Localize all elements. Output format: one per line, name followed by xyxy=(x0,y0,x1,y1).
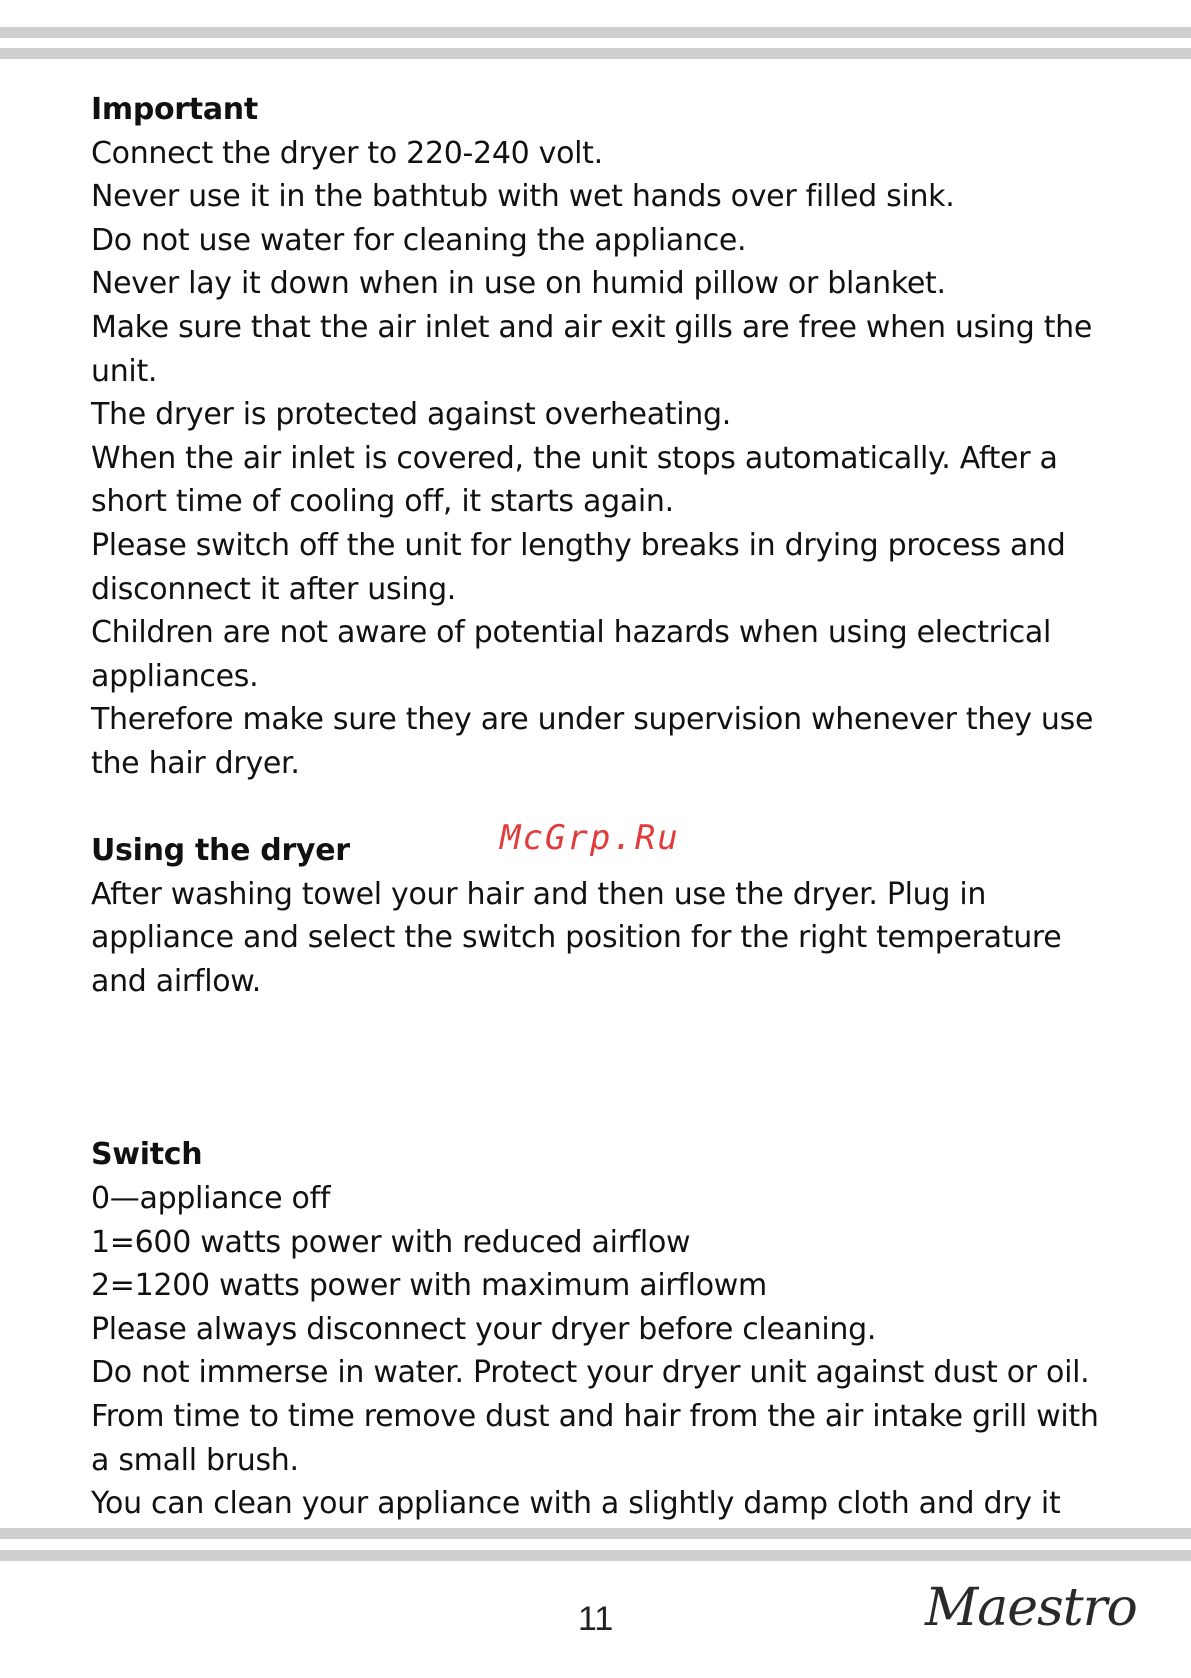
important-line: Therefore make sure they are under supervision whenever they use the hair dryer. xyxy=(91,702,1094,781)
page-number: 11 xyxy=(578,1600,614,1638)
brand-logo: Maestro xyxy=(925,1578,1137,1638)
important-line: Do not use water for cleaning the appliance. xyxy=(91,222,747,258)
switch-line: 0—appliance off xyxy=(91,1181,331,1217)
header-rule-bottom xyxy=(0,48,1191,59)
switch-line: You can clean your appliance with a slightly damp cloth and dry it xyxy=(91,1486,1061,1522)
using-heading: Using the dryer xyxy=(91,833,350,869)
switch-line: From time to time remove dust and hair from the air intake grill with a small brush. xyxy=(91,1399,1099,1478)
switch-line: Please always disconnect your dryer before cleaning. xyxy=(91,1311,877,1347)
important-line: Children are not aware of potential hazards when using electrical appliances. xyxy=(91,615,1052,694)
section-spacer xyxy=(91,1003,1101,1133)
important-line: Never lay it down when in use on humid pillow or blanket. xyxy=(91,266,946,302)
important-line: Connect the dryer to 220-240 volt. xyxy=(91,135,603,171)
manual-text xyxy=(91,88,1101,1526)
using-text: After washing towel your hair and then use the dryer. Plug in appliance and select the switch position for the right temperature and airflow. xyxy=(91,876,1062,999)
switch-line: 2=1200 watts power with maximum airflowm xyxy=(91,1268,767,1304)
footer-rule-bottom xyxy=(0,1550,1191,1561)
important-heading: Important xyxy=(91,92,258,127)
switch-heading: Switch xyxy=(91,1137,203,1173)
switch-line: Do not immerse in water. Protect your dryer unit against dust or oil. xyxy=(91,1355,1090,1391)
header-rule-top xyxy=(0,27,1191,38)
important-line: Never use it in the bathtub with wet hands over filled sink. xyxy=(91,179,955,215)
watermark-text: McGrp.Ru xyxy=(500,818,680,858)
important-line: When the air inlet is covered, the unit stops automatically. After a short time of cooling off, it starts again. xyxy=(91,440,1058,520)
important-line: The dryer is protected against overheating. xyxy=(91,397,731,433)
important-line: Make sure that the air inlet and air exit gills are free when using the unit. xyxy=(91,309,1093,389)
switch-line: 1=600 watts power with reduced airflow xyxy=(91,1224,691,1260)
important-line: Please switch off the unit for lengthy breaks in drying process and disconnect it after using. xyxy=(91,527,1066,607)
footer-rule-top xyxy=(0,1528,1191,1539)
